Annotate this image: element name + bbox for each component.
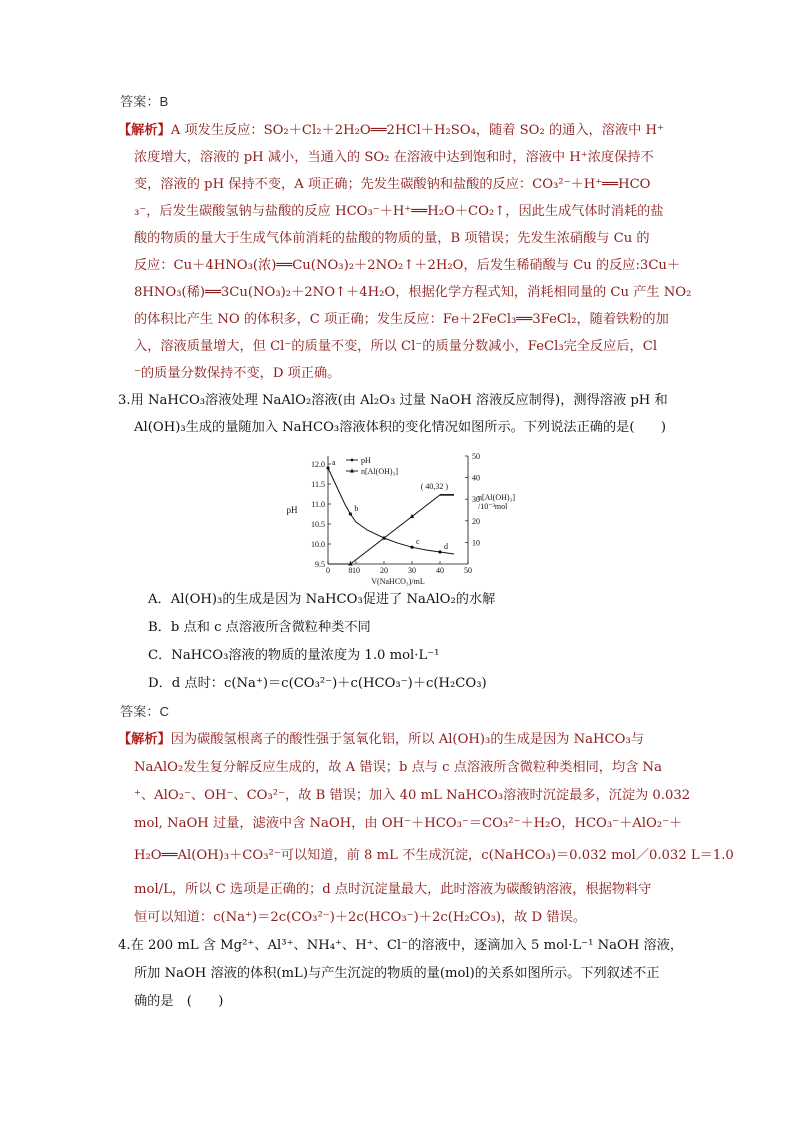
analysis-1-line-6: 8HNO₃(稀)══3Cu(NO₃)₂＋2NO↑＋4H₂O，根据化学方程式知，消耗相同量的 Cu 产生 NO₂: [134, 285, 692, 300]
y-left-tick-label: 12.0: [311, 460, 325, 469]
analysis-tag: 【解析】: [118, 123, 171, 138]
y-right-tick-label: 20: [472, 516, 480, 526]
analysis-tag: 【解析】: [118, 732, 171, 747]
chart-marks: [326, 456, 454, 566]
legend-marker-ph: [351, 459, 354, 462]
ph-point-a: [326, 466, 329, 469]
question-4-line-2: 确的是 ( ): [134, 994, 224, 1009]
question-4-line-0: 4.在 200 mL 含 Mg²⁺、Al³⁺、NH₄⁺、H⁺、Cl⁻的溶液中，逐滴加入 5 mol·L⁻¹ NaOH 溶液，: [118, 938, 684, 953]
legend-label-ph: pH: [361, 456, 371, 465]
option-a: A．Al(OH)₃的生成是因为 NaHCO₃促进了 NaAlO₂的水解: [148, 592, 496, 607]
ph-point-label-c: c: [416, 537, 420, 547]
aloh3-marker: [410, 514, 414, 518]
analysis-3-line-5: mol/L，所以 C 选项是正确的；d 点时沉淀量最大，此时溶液为碳酸钠溶液，根据物料守: [134, 882, 652, 897]
analysis-1-line-7: 的体积比产生 NO 的体积多，C 项正确；发生反应：Fe＋2FeCl₃══3FeCl₂，随着铁粉的加: [134, 312, 669, 327]
x-tick-label: 20: [380, 566, 388, 575]
analysis-3-line-3: mol, NaOH 过量，滤液中含 NaOH，由 OH⁻＋HCO₃⁻＝CO₃²⁻＋H₂O，HCO₃⁻＋AlO₂⁻＋: [134, 816, 683, 831]
y-left-tick-label: 11.0: [311, 500, 325, 509]
x-tick-label: 8: [348, 566, 353, 575]
x-tick-label: 40: [436, 566, 444, 575]
y-right-tick-label: 40: [472, 473, 480, 483]
ph-point-label-b: b: [354, 504, 359, 513]
option-c: C．NaHCO₃溶液的物质的量浓度为 1.0 mol·L⁻¹: [148, 648, 440, 663]
ph-point-b: [349, 512, 352, 515]
answer-1: 答案：B: [120, 94, 169, 109]
analysis-3-line-0: 【解析】因为碳酸氢根离子的酸性强于氢氧化铝，所以 Al(OH)₃的生成是因为 NaHCO₃与: [118, 732, 644, 747]
legend-label-aloh3: n[Al(OH)₃]: [361, 467, 398, 476]
y-right-tick-label: 10: [472, 538, 480, 548]
analysis-1-line-3: ₃⁻，后发生碳酸氢钠与盐酸的反应 HCO₃⁻＋H⁺══H₂O＋CO₂↑，因此生成气体时消耗的盐: [134, 204, 664, 219]
aloh3-series-line: [328, 495, 454, 564]
analysis-1-line-0: 【解析】A 项发生反应：SO₂＋Cl₂＋2H₂O══2HCl＋H₂SO₄，随着 SO₂ 的通入，溶液中 H⁺: [118, 123, 664, 138]
x-tick-label: 0: [326, 566, 330, 575]
y-left-tick-label: 10.5: [311, 520, 325, 529]
y-left-tick-label: 10.0: [311, 540, 325, 549]
option-d: D．d 点时：c(Na⁺)＝c(CO₃²⁻)＋c(HCO₃⁻)＋c(H₂CO₃): [148, 676, 487, 691]
option-b: B．b 点和 c 点溶液所含微粒种类不同: [148, 620, 371, 635]
x-tick-label: 50: [464, 566, 472, 575]
analysis-1-line-5: 反应：Cu＋4HNO₃(浓)══Cu(NO₃)₂＋2NO₂↑＋2H₂O，后发生稀硝酸与 Cu 的反应:3Cu＋: [134, 258, 681, 273]
analysis-3-line-4: H₂O══Al(OH)₃＋CO₃²⁻可以知道，前 8 mL 不生成沉淀，c(NaHCO₃)＝0.032 mol／0.032 L＝1.0: [134, 848, 734, 863]
x-tick-label: 30: [408, 566, 416, 575]
question-4-line-1: 所加 NaOH 溶液的体积(mL)与产生沉淀的物质的量(mol)的关系如图所示。下列叙述不正: [134, 966, 660, 981]
analysis-3-line-2: ⁺、AlO₂⁻、OH⁻、CO₃²⁻，故 B 错误；加入 40 mL NaHCO₃溶液时沉淀最多，沉淀为 0.032: [134, 788, 691, 803]
y-left-label: pH: [286, 505, 298, 515]
analysis-1-line-4: 酸的物质的量大于生成气体前消耗的盐酸的物质的量，B 项错误；先发生浓硝酸与 Cu 的: [134, 231, 650, 246]
x-axis-label: V(NaHCO₃)/mL: [371, 577, 425, 586]
analysis-1-line-9: ⁻的质量分数保持不变，D 项正确。: [134, 366, 341, 381]
analysis-3-line-6: 恒可以知道：c(Na⁺)＝2c(CO₃²⁻)＋2c(HCO₃⁻)＋2c(H₂CO₃)，故 D 错误。: [134, 910, 586, 925]
y-left-tick-label: 9.5: [315, 560, 325, 569]
chart-axes: [287, 452, 516, 586]
y-left-tick-label: 11.5: [311, 480, 325, 489]
y-right-label: n[Al(OH)₃]: [478, 493, 515, 503]
ph-point-label-d: d: [444, 542, 448, 551]
y-right-label-unit: /10⁻³mol: [478, 502, 508, 512]
analysis-1-line-8: 入，溶液质量增大，但 Cl⁻的质量不变，所以 Cl⁻的质量分数减小，FeCl₃完全反应后，Cl: [134, 339, 658, 354]
answer-3: 答案：C: [120, 704, 170, 719]
ph-aloh3-chart: [280, 446, 540, 586]
legend-marker-aloh3: [350, 469, 354, 473]
y-right-tick-label: 30: [472, 495, 480, 505]
analysis-3-line-1: NaAlO₂发生复分解反应生成的，故 A 错误；b 点与 c 点溶液所含微粒种类相同，均含 Na: [134, 760, 662, 775]
y-right-tick-label: 50: [472, 452, 480, 461]
ph-point-label-a: a: [332, 458, 336, 467]
ph-point-c: [410, 546, 413, 549]
analysis-1-line-1: 浓度增大，溶液的 pH 减小，当通入的 SO₂ 在溶液中达到饱和时，溶液中 H⁺浓度保持不: [134, 150, 654, 165]
aloh3-annotation: ( 40,32 ): [420, 481, 449, 491]
ph-point-d: [438, 550, 441, 553]
question-3-line-0: 3.用 NaHCO₃溶液处理 NaAlO₂溶液(由 Al₂O₃ 过量 NaOH 溶液反应制得)，测得溶液 pH 和: [118, 393, 668, 408]
analysis-1-line-2: 变，溶液的 pH 保持不变，A 项正确；先发生碳酸钠和盐酸的反应：CO₃²⁻＋H⁺══HCO: [134, 177, 651, 192]
question-3-line-1: Al(OH)₃生成的量随加入 NaHCO₃溶液体积的变化情况如图所示。下列说法正确的是( ): [134, 420, 667, 435]
x-tick-label: 10: [352, 566, 360, 575]
